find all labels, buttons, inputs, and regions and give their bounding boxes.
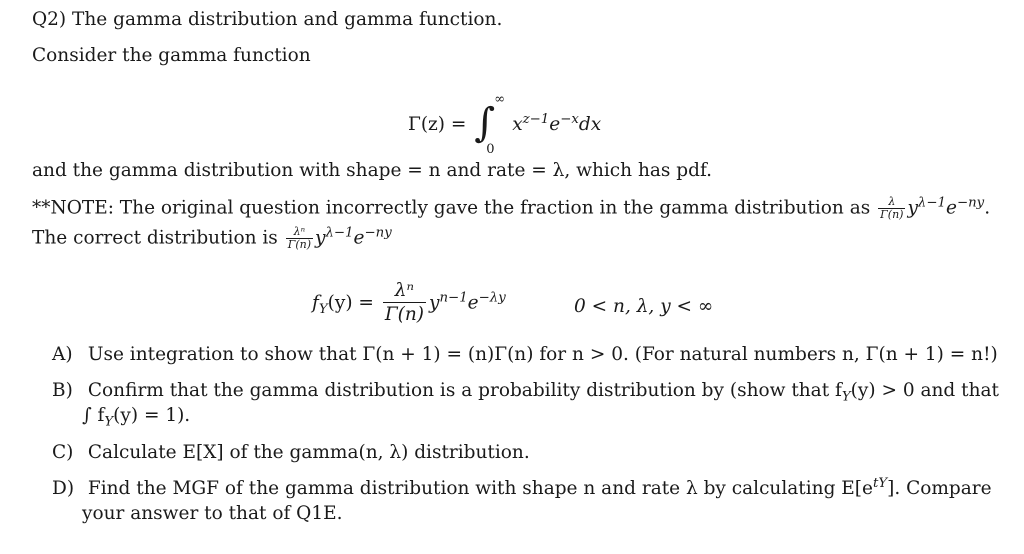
correct-tail: y [315, 227, 326, 249]
question-a-text: Use integration to show that Γ(n + 1) = (n)Γ(n) for n > 0. (For natural numbers n, Γ(n + 1) = n!) [87, 344, 998, 365]
pdf-fraction [383, 280, 426, 327]
pdf-equation [312, 280, 506, 327]
distribution-line-text: and the gamma distribution with shape = n and rate = λ, which has pdf. [32, 160, 713, 181]
pdf-domain [574, 296, 713, 318]
correct-fraction-numerator: λⁿ [286, 226, 313, 239]
intro-text-content: Consider the gamma function [32, 45, 311, 66]
correct-fraction [286, 226, 313, 251]
question-b-subscript: Y [841, 389, 851, 405]
pdf-y-exponent: n−1 [439, 290, 468, 306]
integrand-e-exponent: −x [560, 111, 579, 127]
question-d-label: D) [52, 478, 75, 499]
integrand-base: x [512, 114, 523, 135]
correct-distribution-line [32, 226, 392, 251]
integral-lower-limit: 0 [486, 142, 495, 157]
question-title-text: Q2) The gamma distribution and gamma function. [32, 9, 503, 30]
wrong-tail: y [907, 197, 918, 219]
question-c-text: Calculate E[X] of the gamma(n, λ) distribution. [87, 442, 530, 463]
question-d-text: Find the MGF of the gamma distribution with shape n and rate λ by calculating E[e [87, 478, 873, 499]
question-b-line2-subscript: Y [104, 414, 114, 430]
wrong-tail-exponent: λ−1 [917, 195, 946, 211]
question-b-text: Confirm that the gamma distribution is a probability distribution by (show that f [87, 380, 842, 401]
pdf-y: y [429, 292, 440, 314]
question-d-line2-text: your answer to that of Q1E. [82, 503, 343, 524]
gamma-lhs: Γ(z) = [408, 114, 467, 135]
question-d [52, 475, 992, 500]
correct-fraction-denominator: Γ(n) [287, 238, 311, 251]
pdf-f: f [312, 292, 319, 314]
question-d-line2 [82, 503, 343, 525]
integrand-exponent: z−1 [522, 111, 550, 127]
wrong-fraction-numerator: λ [878, 196, 905, 209]
wrong-fraction-denominator: Γ(n) [880, 208, 904, 221]
question-d-superscript: tY [872, 475, 888, 491]
question-b-line2 [82, 405, 191, 430]
wrong-fraction [878, 196, 905, 221]
question-c [52, 442, 530, 464]
wrong-e-exponent: −ny [956, 195, 985, 211]
pdf-e: e [467, 292, 479, 314]
note-text: **NOTE: The original question incorrectly gave the fraction in the gamma distribution as [32, 197, 871, 219]
integral-symbol: ∫ [474, 100, 496, 146]
differential: dx [578, 114, 602, 135]
pdf-denominator: Γ(n) [384, 304, 425, 325]
note-line [32, 196, 990, 221]
intro-text [32, 45, 311, 67]
correct-tail-exponent: λ−1 [325, 225, 354, 241]
correct-e: e [353, 227, 365, 249]
question-a [52, 344, 998, 366]
question-b-line2-text: ∫ f [82, 405, 105, 426]
pdf-numerator: λⁿ [383, 280, 426, 303]
question-b-text-continued: (y) > 0 and that [850, 380, 999, 401]
pdf-domain-text: 0 < n, λ, y < ∞ [574, 296, 714, 317]
pdf-subscript: Y [318, 302, 328, 318]
integral-upper-limit: ∞ [494, 92, 506, 107]
correct-e-exponent: −ny [364, 225, 392, 241]
question-a-label: A) [52, 344, 73, 365]
note-period: . [984, 197, 991, 219]
wrong-e: e [945, 197, 957, 219]
question-c-label: C) [52, 442, 74, 463]
integrand-e: e [549, 114, 561, 135]
integral-sign [472, 92, 506, 157]
question-title [32, 9, 502, 31]
question-b-line2-rest: (y) = 1). [113, 405, 191, 426]
question-b-label: B) [52, 380, 73, 401]
question-d-text-continued: ]. Compare [887, 478, 992, 499]
question-b [52, 380, 999, 405]
gamma-function-equation [408, 92, 602, 157]
distribution-line [32, 160, 712, 182]
pdf-e-exponent: −λy [478, 290, 506, 306]
correct-distribution-text: The correct distribution is [32, 227, 278, 249]
pdf-argument: (y) = [327, 292, 374, 314]
